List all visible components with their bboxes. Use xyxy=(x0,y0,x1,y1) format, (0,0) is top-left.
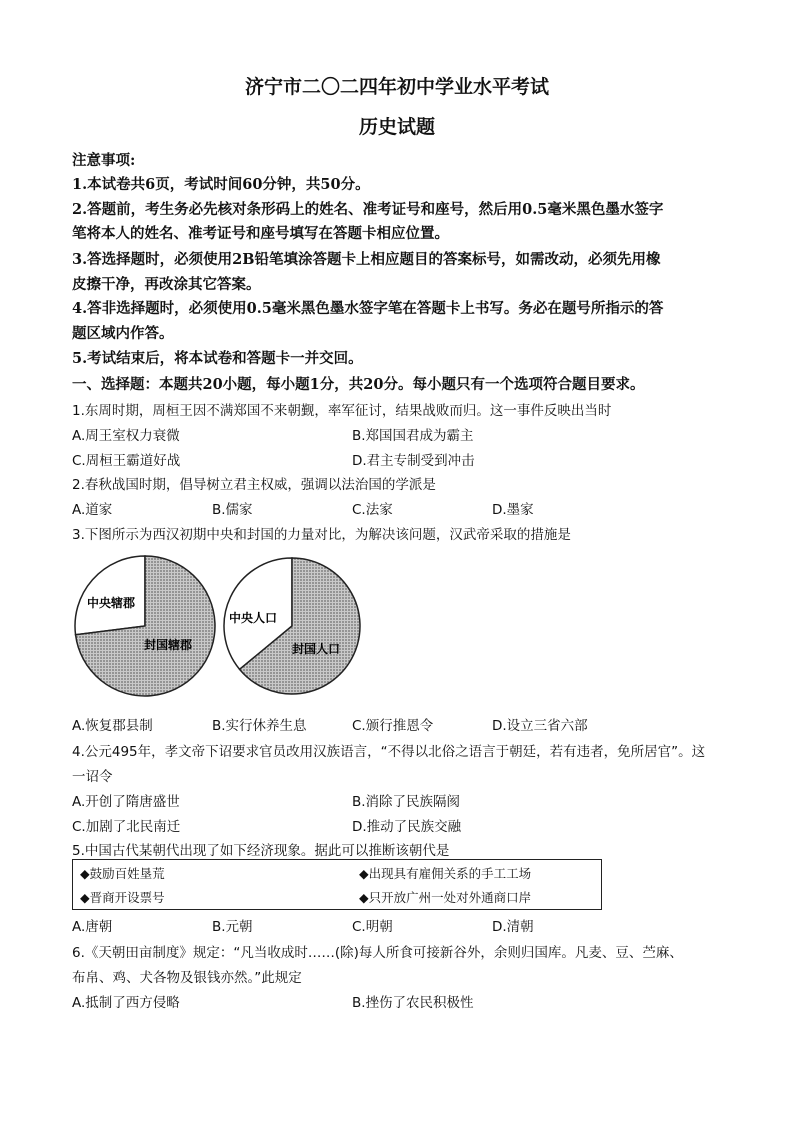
note-3-line1: 3.答选择题时，必须使用2B铅笔填涂答题卡上相应题目的答案标号，如需改动，必须先用橡 xyxy=(72,251,661,268)
question-3-option-d: D.设立三省六部 xyxy=(492,718,588,734)
pie-2-label-fief: 封国人口 xyxy=(292,642,341,656)
phenomenon-item: ◆只开放广州一处对外通商口岸 xyxy=(359,890,532,905)
question-2-option-d: D.墨家 xyxy=(492,502,534,518)
question-4-option-a: A.开创了隋唐盛世 xyxy=(72,794,180,810)
question-2-stem: 2.春秋战国时期，倡导树立君主权威，强调以法治国的学派是 xyxy=(72,477,436,493)
question-1-option-a: A.周王室权力衰微 xyxy=(72,428,180,444)
pie-1-label-central: 中央辖郡 xyxy=(87,596,136,610)
note-2-line1: 2.答题前，考生务必先核对条形码上的姓名、准考证号和座号，然后用0.5毫米黑色墨水签字 xyxy=(72,201,664,218)
question-6-stem-line1: 6.《天朝田亩制度》规定：“凡当收成时……(除)每人所食可接新谷外，余则归国库。凡麦、豆、苎麻、 xyxy=(72,945,683,961)
question-4-option-c: C.加剧了北民南迁 xyxy=(72,819,181,835)
question-5-option-b: B.元朝 xyxy=(212,919,253,935)
question-5-option-d: D.清朝 xyxy=(492,919,534,935)
pie-1-label-fief: 封国辖郡 xyxy=(144,638,193,652)
phenomenon-item: ◆出现具有雇佣关系的手工工场 xyxy=(359,866,532,881)
question-6-stem-line2: 布帛、鸡、犬各物及银钱亦然。”此规定 xyxy=(72,970,302,986)
question-5-option-a: A.唐朝 xyxy=(72,919,113,935)
economic-phenomena-box xyxy=(72,859,602,910)
question-2-option-a: A.道家 xyxy=(72,502,113,518)
question-6-option-a: A.抵制了西方侵略 xyxy=(72,995,180,1011)
question-1-option-b: B.郑国国君成为霸主 xyxy=(352,428,474,444)
note-3-line2: 皮擦干净，再改涂其它答案。 xyxy=(72,276,261,293)
question-3-option-b: B.实行休养生息 xyxy=(212,718,307,734)
note-2-line2: 笔将本人的姓名、准考证号和座号填写在答题卡相应位置。 xyxy=(72,225,449,242)
question-2-option-c: C.法家 xyxy=(352,502,393,518)
section-heading: 一、选择题：本题共20小题，每小题1分，共20分。每小题只有一个选项符合题目要求。 xyxy=(72,376,645,393)
note-1: 1.本试卷共6页，考试时间60分钟，共50分。 xyxy=(72,176,370,193)
question-6-option-b: B.挫伤了农民积极性 xyxy=(352,995,474,1011)
question-3-option-c: C.颁行推恩令 xyxy=(352,718,434,734)
notes-heading: 注意事项: xyxy=(72,152,136,169)
question-1-stem: 1.东周时期，周桓王因不满郑国不来朝觐，率军征讨，结果战败而归。这一事件反映出当时 xyxy=(72,403,612,419)
phenomenon-item: ◆晋商开设票号 xyxy=(80,890,165,905)
question-4-option-d: D.推动了民族交融 xyxy=(352,819,462,835)
question-2-option-b: B.儒家 xyxy=(212,502,253,518)
exam-title: 济宁市二〇二四年初中学业水平考试 xyxy=(244,76,549,98)
pie-chart-commanderies xyxy=(73,552,217,700)
note-4-line1: 4.答非选择题时，必须使用0.5毫米黑色墨水签字笔在答题卡上书写。务必在题号所指示的答 xyxy=(72,300,664,317)
exam-subtitle: 历史试题 xyxy=(358,116,435,138)
question-4-option-b: B.消除了民族隔阂 xyxy=(352,794,461,810)
note-4-line2: 题区域内作答。 xyxy=(72,325,174,342)
question-1-option-d: D.君主专制受到冲击 xyxy=(352,453,475,469)
question-5-option-c: C.明朝 xyxy=(352,919,393,935)
pie-2-label-central: 中央人口 xyxy=(229,611,278,625)
question-3-option-a: A.恢复郡县制 xyxy=(72,718,153,734)
phenomenon-item: ◆鼓励百姓垦荒 xyxy=(80,866,165,881)
question-3-stem: 3.下图所示为西汉初期中央和封国的力量对比，为解决该问题，汉武帝采取的措施是 xyxy=(72,527,571,543)
question-4-stem-line1: 4.公元495年，孝文帝下诏要求官员改用汉族语言，“不得以北俗之语言于朝廷，若有违者，免所居官”。这 xyxy=(72,744,706,760)
note-5: 5.考试结束后，将本试卷和答题卡一并交回。 xyxy=(72,350,363,367)
question-5-stem: 5.中国古代某朝代出现了如下经济现象。据此可以推断该朝代是 xyxy=(72,843,450,859)
pie-chart-population xyxy=(222,552,362,700)
question-4-stem-line2: 一诏令 xyxy=(72,769,113,785)
question-1-option-c: C.周桓王霸道好战 xyxy=(72,453,181,469)
